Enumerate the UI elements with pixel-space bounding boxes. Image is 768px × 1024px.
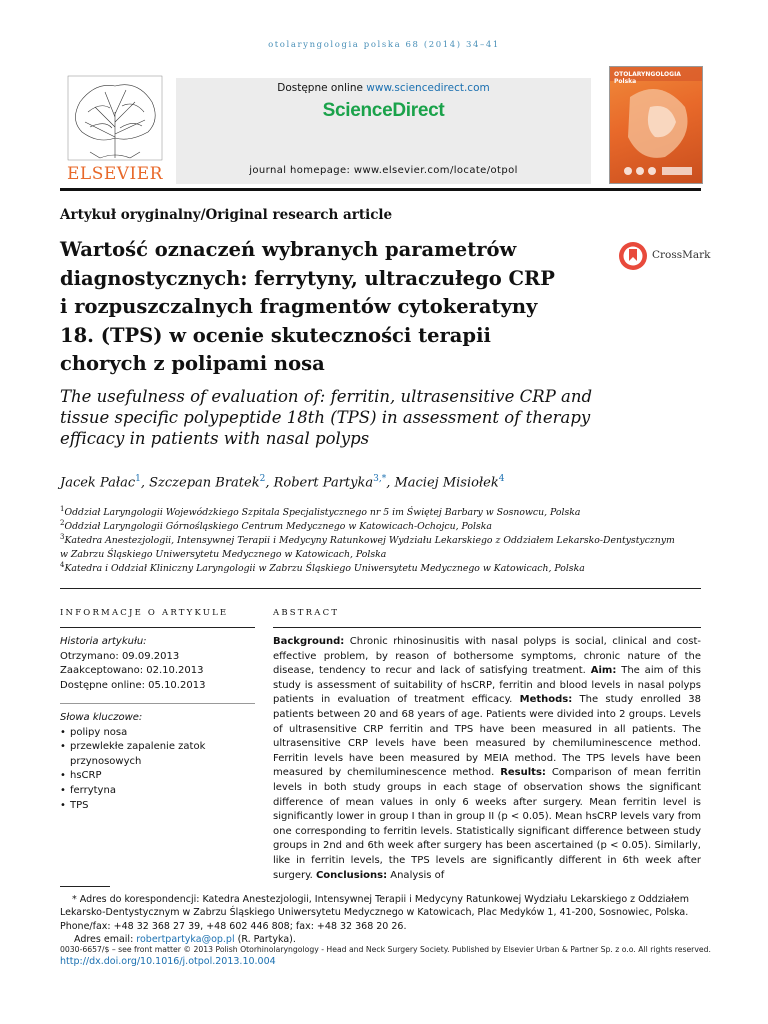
author-affiliation-ref[interactable]: 4: [498, 474, 505, 484]
journal-homepage[interactable]: journal homepage: www.elsevier.com/locate/otpol: [249, 165, 518, 176]
article-history: [60, 635, 255, 693]
available-label: Dostępne online: [277, 82, 367, 94]
copyright-line: 0030-6657/$ – see front matter © 2013 Polish Otorhinolaryngology - Head and Neck Surgery Society. Published by Elsevier Urban & Partner Sp. z o.o. All rights reserved.: [60, 945, 711, 954]
abstract-heading: ABSTRACT: [273, 608, 340, 618]
author-name: Jacek Pałac: [60, 475, 136, 491]
author-affiliation-ref[interactable]: 2: [259, 474, 266, 484]
elsevier-wordmark: ELSEVIER: [67, 164, 163, 184]
article-info-heading: INFORMACJE O ARTYKULE: [60, 608, 229, 618]
author-affiliation-ref[interactable]: 3,*: [373, 474, 387, 484]
author-name: Szczepan Bratek: [149, 475, 260, 491]
header-rule: [60, 188, 701, 191]
methods-label: Methods:: [519, 694, 573, 706]
email-suffix: (R. Partyka).: [234, 933, 296, 945]
affiliation-text: Oddział Laryngologii Wojewódzkiego Szpitala Specjalistycznego nr 5 im Świętej Barbary w Sosnowcu, Polska: [64, 507, 581, 519]
keyword-item: • ferrytyna: [60, 784, 255, 799]
conclusions-text: Analysis of: [387, 869, 445, 881]
history-accepted: Zaakceptowano: 02.10.2013: [60, 665, 204, 677]
keyword-item: • TPS: [60, 799, 255, 814]
keyword-item: • hsCRP: [60, 769, 255, 784]
aim-text: The aim of this study is assessment of suitability of hsCRP, ferritin and blood levels in nasal polyps patients in evaluation of treatment efficacy.: [273, 665, 701, 706]
affiliation: [60, 558, 680, 576]
abstract-rule: [273, 627, 701, 628]
affiliation-number: 4: [60, 561, 65, 569]
results-label: Results:: [500, 767, 546, 779]
background-label: Background:: [273, 636, 345, 647]
email-label: Adres email:: [74, 933, 137, 945]
author-name: Robert Partyka: [273, 475, 374, 491]
affiliation-number: 2: [60, 519, 65, 527]
correspondence-text: * Adres do korespondencji: Katedra Anestezjologii, Intensywnej Terapii i Medycyny Ratunkowej Wydziału Lekarskiego z Oddziałem Lekarsko-Dentystycznym w Zabrzu Śląskiego Uniwersytetu Medycznego w Katowicach, Plac Medyków 1, 41-200, Sosnowiec, Polska. Phone/fax: +48 32 368 27 39, +48 602 446 808; fax: +48 32 368 20 26.: [60, 894, 689, 932]
footnote-rule: [60, 886, 110, 887]
journal-cover: [609, 66, 703, 184]
correspondence-footnote: [60, 893, 701, 946]
keyword-item: • polipy nosa: [60, 726, 255, 741]
keywords: [60, 711, 255, 813]
affiliation-number: 3: [60, 533, 65, 541]
author-list: Jacek Pałac$^1$, Szczepan Bratek$^2$, Robert Partyka$^{3,*}$, Maciej Misiołek$^4$: [60, 474, 505, 491]
abstract-body: [273, 635, 701, 883]
affiliation-text: Katedra Anestezjologii, Intensywnej Terapii i Medycyny Ratunkowej Wydziału Lekarskiego z Oddziałem Lekarsko-Dentystycznym w Zabrzu Śląskiego Uniwersytetu Medycznego w Katowicach, Polska: [60, 535, 675, 561]
title-polish: Wartość oznaczeń wybranych parametrów diagnostycznych: ferrytyny, ultraczułego CRP i rozpuszczalnych fragmentów cytokeratyny 18. (TPS) w ocenie skuteczności terapii chorych z polipami nosa: [60, 238, 555, 375]
affiliation-number: 1: [60, 505, 65, 513]
crossmark-badge[interactable]: [618, 240, 711, 272]
journal-citation: otolaryngologia polska 68 (2014) 34–41: [268, 40, 500, 50]
history-label: Historia artykułu:: [60, 636, 147, 647]
info-divider: [60, 703, 255, 704]
keywords-label: Słowa kluczowe:: [60, 712, 143, 723]
background-text: Chronic rhinosinusitis with nasal polyps is social, clinical and cost-effective problem, by reason of bothersome symptoms, chronic nature of the disease, tendency to recur and lack of satisfying treatment.: [273, 636, 701, 677]
conclusions-label: Conclusions:: [315, 869, 388, 881]
info-rule: [60, 627, 255, 628]
email-link[interactable]: robertpartyka@op.pl: [136, 933, 235, 945]
sciencedirect-logo: ScienceDirect: [322, 100, 445, 121]
available-online: [176, 82, 591, 94]
keyword-item: • przewlekłe zapalenie zatok przynosowych: [60, 740, 255, 769]
affiliation-text: Katedra i Oddział Kliniczny Laryngologii w Zabrzu Śląskiego Uniwersytetu Medycznego w Katowicach, Polska: [64, 563, 585, 575]
affiliation-text: Oddział Laryngologii Górnośląskiego Centrum Medycznego w Katowicach-Ochojcu, Polska: [64, 521, 492, 533]
aim-label: Aim:: [590, 665, 617, 677]
author-affiliation-ref[interactable]: 1: [135, 474, 141, 484]
author-name: Maciej Misiołek: [394, 475, 499, 491]
elsevier-logo: [60, 72, 170, 184]
sciencedirect-link[interactable]: www.sciencedirect.com: [366, 82, 490, 94]
results-text: Comparison of mean ferritin levels in both study groups in each stage of observation shows the significant difference of mean values in only 6 weeks after surgery. Mean ferritin level is significantly lower in group I than in group II (p < 0.05). Mean hsCRP levels vary from one corresponding to ferritin levels. Statistically significant difference between study groups in 2nd and 6th week after surgery has been ascertained (p < 0.05). Similarly, like in ferritin levels, the TPS levels are significantly different in 6th week after surgery.: [273, 767, 701, 881]
crossmark-icon: [618, 240, 648, 272]
section-divider: [60, 588, 701, 589]
methods-text: The study enrolled 38 patients between 20 and 68 years of age. Patients were divided into 2 groups. Levels of ultrasensitive CRP ferritin and TPS have been measured in all patients. The ultrasensitive CRP levels have been measured by chemiluminescence method. Ferritin levels have been measured by MEIA method. The TPS levels have been measured by chemiluminescence method.: [273, 694, 701, 779]
crossmark-label: CrossMark: [652, 249, 711, 261]
title-english: The usefulness of evaluation of: ferritin, ultrasensitive CRP and tissue specific polypeptide 18th (TPS) in assessment of therapy efficacy in patients with nasal polyps: [60, 387, 593, 448]
history-online: Dostępne online: 05.10.2013: [60, 679, 206, 691]
cover-title: OTOLARYNGOLOGIA Polska: [614, 71, 681, 85]
doi-link[interactable]: http://dx.doi.org/10.1016/j.otpol.2013.10.004: [60, 956, 276, 967]
article-type: Artykuł oryginalny/Original research article: [60, 207, 393, 223]
history-received: Otrzymano: 09.09.2013: [60, 650, 180, 662]
